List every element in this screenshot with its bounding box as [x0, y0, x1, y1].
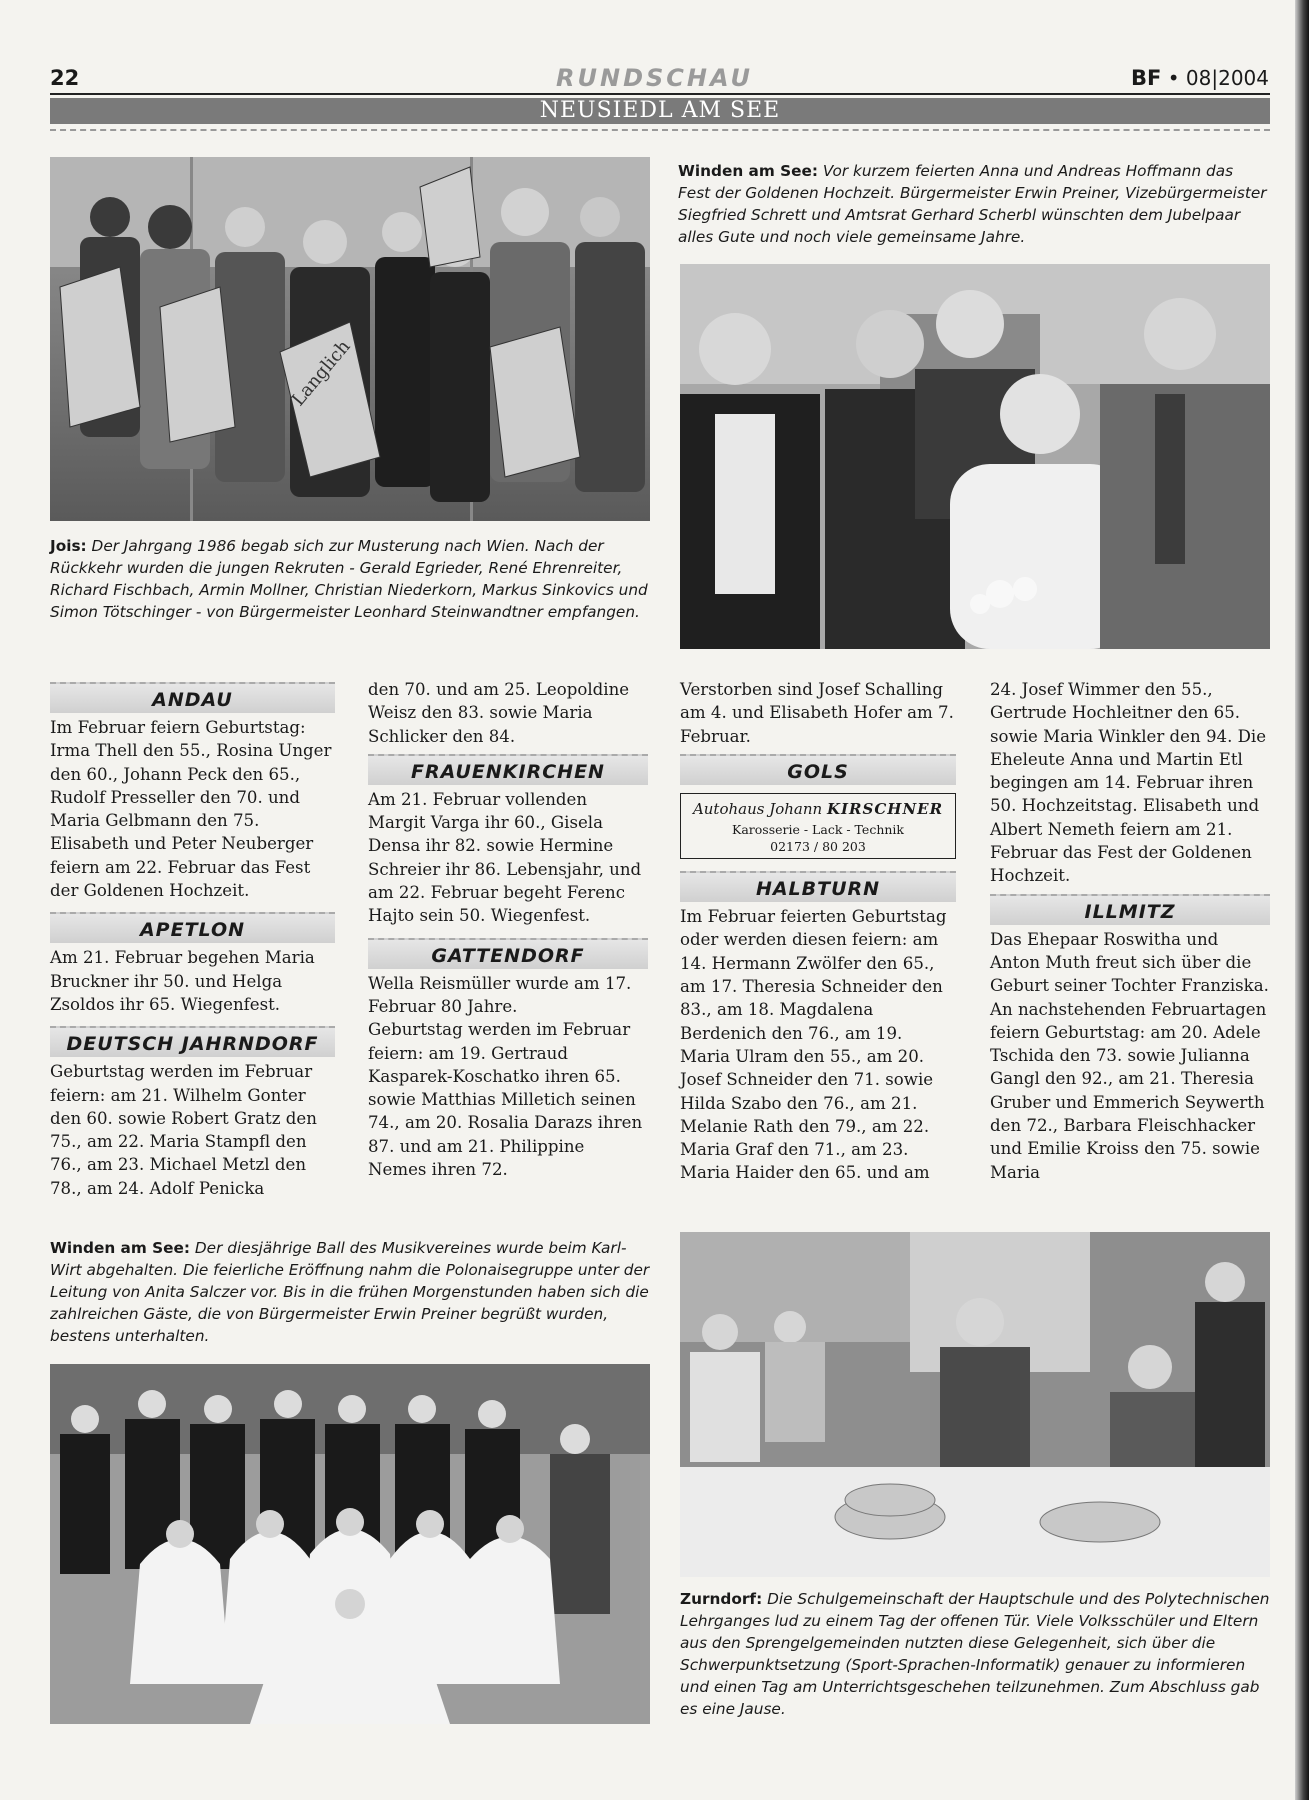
page-spine-shadow: [1295, 0, 1309, 1800]
caption-place: Winden am See:: [50, 1239, 191, 1257]
header-dashed-rule: [50, 129, 1270, 131]
section-text-deutsch-jahrndorf: Geburtstag werden im Februar feiern: am 21. Wilhelm Gonter den 60. sowie Robert Gratz den 75., am 22. Maria Stampfl den 76., am 23. Michael Metzl den 78., am 24. Adolf Penicka: [50, 1062, 317, 1198]
section-text-illmitz-2: An nachstehenden Februartagen feiern Geburtstag: am 20. Adele Tschida den 73. sowie Julianna Gangl den 92., am 21. Theresia Gruber und Emmerich Seywerth den 72., Barbara Fleischhacker und Emilie Kroiss den 75. sowie Maria: [990, 999, 1267, 1182]
issue-info: [1131, 66, 1269, 90]
section-heading-illmitz: ILLMITZ: [990, 894, 1270, 925]
caption-place: Zurndorf:: [680, 1590, 763, 1608]
section-heading-frauenkirchen: FRAUENKIRCHEN: [368, 754, 648, 785]
caption-text: Die Schulgemeinschaft der Hauptschule und des Polytechnischen Lehrganges lud zu einem Tag der offenen Tür. Viele Volksschüler und Eltern aus den Sprengelgemeinden nutzten diese Gelegenheit, sich über die Schwerpunktsetzung (Sport-Sprachen-Informatik) genauer zu informieren und einen Tag am Unterrichtsgeschehen teilzunehmen. Zum Abschluss gab es eine Jause.: [680, 1590, 1270, 1718]
section-text-frauenkirchen: Am 21. Februar vollenden Margit Varga ihr 60., Gisela Densa ihr 82. sowie Hermine Schreier ihr 86. Lebensjahr, und am 22. Februar begeht Ferenc Hajto sein 50. Wiegenfest.: [368, 789, 642, 926]
advertisement-kirschner: [680, 793, 956, 859]
issue-number: 08|2004: [1185, 66, 1269, 90]
column-4: [990, 678, 1270, 1184]
region-banner: NEUSIEDL AM SEE: [50, 98, 1270, 124]
caption-jois-recruits: [50, 535, 650, 623]
section-text-gattendorf-2: Geburtstag werden im Februar feiern: am 19. Gertraud Kasparek-Koschatko ihren 65. sowie Matthias Milletich seinen 74., am 20. Rosalia Darazs ihren 87. und am 21. Philippine Nemes ihren 72.: [368, 1020, 643, 1180]
ad-company-name: KIRSCHNER: [826, 799, 944, 818]
section-heading-andau: ANDAU: [50, 682, 335, 713]
caption-place: Winden am See:: [678, 162, 819, 180]
continuation-text: Verstorben sind Josef Schalling am 4. und Elisabeth Hofer am 7. Februar.: [680, 680, 954, 746]
separator-dot: •: [1167, 66, 1180, 90]
flag-label: Langlich: [287, 336, 355, 411]
section-text-illmitz-1: Das Ehepaar Roswitha und Anton Muth freut sich über die Geburt seiner Tochter Franziska.: [990, 929, 1269, 996]
caption-winden-ball: [50, 1237, 650, 1347]
section-text-halbturn: Im Februar feierten Geburtstag oder werden diesen feiern: am 14. Hermann Zwölfer den 65., am 17. Theresia Schneider den 83., am 18. Magdalena Berdenich den 76., am 19. Maria Ulram den 55., am 20. Josef Schneider den 71. sowie Hilda Szabo den 76., am 21. Melanie Rath den 79., am 22. Maria Graf den 71., am 23. Maria Haider den 65. und am: [680, 907, 947, 1183]
caption-text: Der Jahrgang 1986 begab sich zur Musterung nach Wien. Nach der Rückkehr wurden die jungen Rekruten - Gerald Egrieder, René Ehrenreiter, Richard Fischbach, Armin Mollner, Christian Niederkorn, Markus Sinkovics und Simon Tötschinger - von Bürgermeister Leonhard Steinwandtner empfangen.: [50, 537, 648, 621]
caption-zurndorf-open-day: [680, 1588, 1270, 1720]
section-text-andau: Im Februar feiern Geburtstag: Irma Thell den 55., Rosina Unger den 60., Johann Peck den 65., Rudolf Presseller den 70. und Maria Gelbmann den 75. Elisabeth und Peter Neuberger feiern am 22. Februar das Fest der Goldenen Hochzeit.: [50, 718, 332, 901]
photo-winden-ball: [50, 1364, 650, 1724]
masthead: RUNDSCHAU: [556, 64, 753, 92]
ad-services: Karosserie - Lack - Technik: [732, 822, 904, 838]
photo-zurndorf-open-day: [680, 1232, 1270, 1577]
photo-winden-golden-wedding: [680, 264, 1270, 649]
ad-phone: 02173 / 80 203: [770, 839, 866, 855]
header-rule: [50, 93, 1270, 95]
section-heading-deutsch-jahrndorf: DEUTSCH JAHRNDORF: [50, 1026, 335, 1057]
section-heading-gattendorf: GATTENDORF: [368, 938, 648, 969]
caption-winden-golden-wedding: [678, 160, 1268, 248]
section-heading-halbturn: HALBTURN: [680, 871, 956, 902]
caption-text: Der diesjährige Ball des Musikvereines wurde beim Karl-Wirt abgehalten. Die feierliche Eröffnung nahm die Polonaisegruppe unter der Leitung von Anita Salczer vor. Bis in die frühen Morgenstunden haben sich die zahlreichen Gäste, die von Bürgermeister Erwin Preiner begrüßt wurden, bestens unterhalten.: [50, 1239, 650, 1345]
publication-name: BF: [1131, 66, 1162, 90]
ad-prefix: Autohaus Johann: [692, 799, 823, 818]
photo-jois-recruits: [50, 157, 650, 521]
section-text-apetlon: Am 21. Februar begehen Maria Bruckner ihr 50. und Helga Zsoldos ihr 65. Wiegenfest.: [50, 948, 315, 1014]
column-1: [50, 682, 335, 1200]
page-number: 22: [50, 66, 80, 90]
column-2: [368, 678, 648, 1181]
continuation-text: 24. Josef Wimmer den 55., Gertrude Hochleitner den 65. sowie Maria Winkler den 94. Die Eheleute Anna und Martin Etl begingen am 14. Februar ihren 50. Hochzeitstag. Elisabeth und Albert Nemeth feiern am 21. Februar das Fest der Goldenen Hochzeit.: [990, 680, 1267, 886]
caption-text: Vor kurzem feierten Anna und Andreas Hoffmann das Fest der Goldenen Hochzeit. Bürgermeister Erwin Preiner, Vizebürgermeister Siegfried Schrett und Amtsrat Gerhard Scherbl wünschten dem Jubelpaar alles Gute und noch viele gemeinsame Jahre.: [678, 162, 1267, 246]
caption-place: Jois:: [50, 537, 87, 555]
ad-title: [681, 798, 955, 821]
section-heading-apetlon: APETLON: [50, 912, 335, 943]
column-3: [680, 678, 956, 1185]
section-text-gattendorf-1: Wella Reismüller wurde am 17. Februar 80 Jahre.: [368, 973, 632, 1016]
section-heading-gols: GOLS: [680, 754, 956, 785]
continuation-text: den 70. und am 25. Leopoldine Weisz den 83. sowie Maria Schlicker den 84.: [368, 680, 630, 746]
